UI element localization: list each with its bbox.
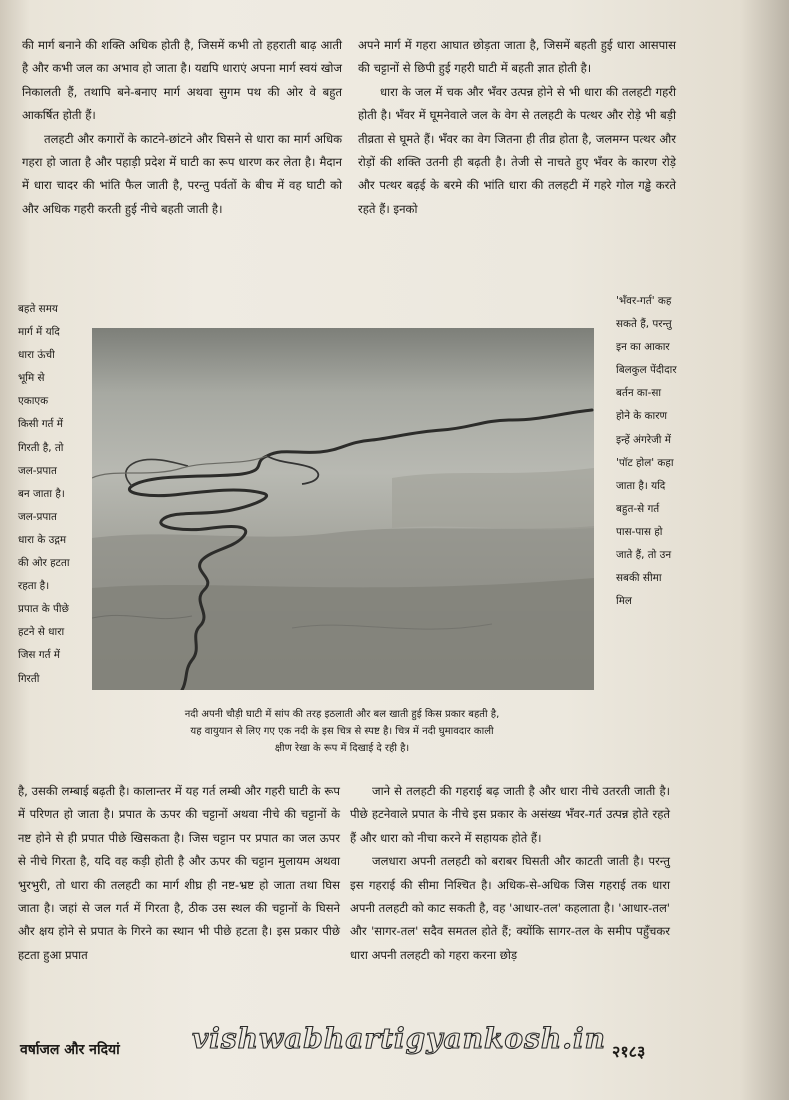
right-column-bottom <box>350 780 670 967</box>
aerial-river-photo <box>92 328 594 690</box>
photo-caption <box>84 706 600 757</box>
paragraph: अपने मार्ग में गहरा आघात छोड़ता जाता है, जिसमें बहती हुई धारा आसपास की चट्टानों से छिपी हुई गहरी घाटी में बहती ज्ञात होती है। <box>358 38 676 76</box>
paragraph: है, उसकी लम्बाई बढ़ती है। कालान्तर में यह गर्त लम्बी और गहरी घाटी के रूप में परिणत हो जाता है। प्रपात के ऊपर की चट्टानों अथवा नीचे की चट्टानों के नष्ट होने से ही प्रपात पीछे खिसकता है। जिस चट्टान पर प्रपात का जल ऊपर से नीचे गिरता है, यदि वह कड़ी होती है और ऊपर की चट्टान मुलायम अथवा भुरभुरी, तो धारा की तलहटी का मार्ग शीघ्र ही नष्ट-भ्रष्ट हो जाता तथा घिस जाता है। जहां से जल गर्त में गिरता है, ठीक उस स्थल की चट्टानों के घिसने और क्षय होने से प्रपात के गिरने का स्थान भी पीछे हटता है। इस प्रकार पीछे हटता हुआ प्रपात <box>18 784 340 962</box>
paragraph: बहते समय मार्ग में यदि धारा ऊंची भूमि से एकाएक किसी गर्त में गिरती है, तो जल-प्रपात बन जाता है। जल-प्रपात धारा के उद्गम की ओर हटता रहता है। प्रपात के पीछे हटने से धारा जिस गर्त में गिरती <box>18 303 70 685</box>
running-footer-title: वर्षाजल और नदियां <box>20 1042 120 1058</box>
paragraph: जाने से तलहटी की गहराई बढ़ जाती है और धारा नीचे उतरती जाती है। पीछे हटनेवाले प्रपात के नीचे इस प्रकार के असंख्य भँवर-गर्त उत्पन्न होते रहते हैं और धारा को नीचा करने में सहायक होते हैं। <box>350 784 670 845</box>
left-column-top <box>22 34 342 221</box>
left-column-bottom <box>18 780 340 967</box>
paragraph: की मार्ग बनाने की शक्ति अधिक होती है, जिसमें कभी तो हहराती बाढ़ आती है और कभी जल का अभाव हो जाता है। यद्यपि धाराएं अपना मार्ग स्वयं खोज निकालती हैं, तथापि बने-बनाए मार्ग अथवा सुगम पथ की ओर वे बहुत आकर्षित होती हैं। <box>22 38 342 123</box>
caption-line: यह वायुयान से लिए गए एक नदी के इस चित्र से स्पष्ट है। चित्र में नदी घुमावदार काली <box>190 726 494 737</box>
paragraph: जलधारा अपनी तलहटी को बराबर घिसती और काटती जाती है। परन्तु इस गहराई की सीमा निश्चित है। अधिक-से-अधिक जिस गहराई तक धारा अपनी तलहटी को काट सकती है, वह 'आधार-तल' कहलाता है। 'आधार-तल' और 'सागर-तल' सदैव समतल होते हैं; क्योंकि सागर-तल के समीप पहुँचकर धारा अपनी तलहटी को गहरा करना छोड़ <box>350 854 670 962</box>
right-column-top <box>358 34 676 221</box>
paragraph: तलहटी और कगारों के काटने-छांटने और घिसने से धारा का मार्ग अधिक गहरा हो जाता है और पहाड़ी प्रदेश में घाटी का रूप धारण कर लेता है। मैदान में धारा चादर की भांति फैल जाती है, परन्तु पर्वतों के बीच में वह घाटी को और अधिक गहरी करती हुई नीचे बहती जाती है। <box>22 131 342 216</box>
paragraph: धारा के जल में चक और भँवर उत्पन्न होने से भी धारा की तलहटी गहरी होती है। भँवर में घूमनेवाले जल के वेग से तलहटी के पत्थर और रोड़े भी बड़ी तीव्रता से घूमते हैं। भँवर का वेग जितना ही तीव्र होता है, जलमग्न पत्थर और रोड़ों की शक्ति उतनी ही बढ़ती है। तेजी से नाचते हुए भँवर के कारण रोड़े और पत्थर बढ़ई के बरमे की भांति धारा की तलहटी में गहरे गोल गड्ढे करते रहते हैं। इनको <box>358 84 676 216</box>
caption-line: नदी अपनी चौड़ी घाटी में सांप की तरह इठलाती और बल खाती हुई किस प्रकार बहती है, <box>184 709 500 720</box>
website-watermark: vishwabhartigyankosh.in <box>192 1022 606 1055</box>
left-narrow-column <box>18 298 70 691</box>
caption-line: क्षीण रेखा के रूप में दिखाई दे रही है। <box>274 743 410 754</box>
right-narrow-column <box>616 290 678 613</box>
paragraph: 'भँवर-गर्त' कह सकते हैं, परन्तु इन का आकार बिलकुल पेंदीदार बर्तन का-सा होने के कारण इन्हें अंगरेजी में 'पॉट होल' कहा जाता है। यदि बहुत-से गर्त पास-पास हो जाते हैं, तो उन सबकी सीमा मिल <box>616 295 677 608</box>
page-number: २१८३ <box>612 1042 646 1061</box>
